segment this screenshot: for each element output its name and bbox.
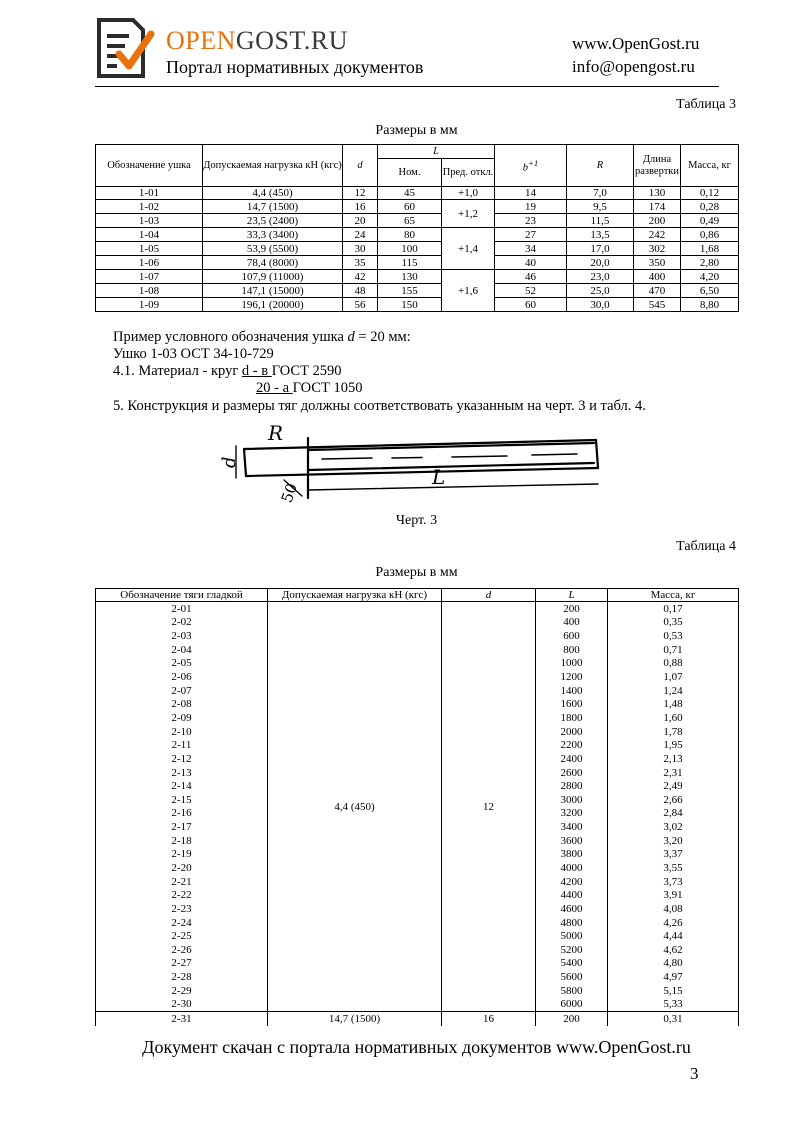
t3-header-mass: Масса, кг xyxy=(681,145,739,187)
t4-cell-L: 1000 xyxy=(536,657,608,671)
t3-header-b xyxy=(495,145,567,187)
t3-cell-load: 196,1 (20000) xyxy=(203,298,343,312)
t3-cell-b: 60 xyxy=(495,298,567,312)
material-prefix: 4.1. Материал - круг xyxy=(113,363,242,379)
table3-label: Таблица 3 xyxy=(676,97,736,112)
t3-cell-d: 20 xyxy=(343,214,378,228)
t3-row xyxy=(96,284,739,298)
t4-cell-L: 1400 xyxy=(536,684,608,698)
t3-cell-mass: 0,86 xyxy=(681,228,739,242)
t3-row xyxy=(96,270,739,284)
t4-cell-mass: 3,91 xyxy=(608,888,739,902)
brand-subtitle: Портал нормативных документов xyxy=(166,57,424,77)
t4-cell-mass: 4,44 xyxy=(608,929,739,943)
rod-bottom-edge xyxy=(246,468,598,476)
t3-cell-R: 11,5 xyxy=(567,214,634,228)
t4-cell-designation: 2-21 xyxy=(96,875,268,889)
t3-row xyxy=(96,228,739,242)
brand-gost: GOST.RU xyxy=(235,26,348,55)
t4-header-d: d xyxy=(442,589,536,602)
t3-cell-nom: 150 xyxy=(378,298,442,312)
figure-caption: Черт. 3 xyxy=(395,513,438,528)
t3-row xyxy=(96,256,739,270)
t3-cell-nom: 130 xyxy=(378,270,442,284)
t4-header-load: Допускаемая нагрузка кН (кгс) xyxy=(268,589,442,602)
t3-cell-tol: +1,0 xyxy=(442,187,495,200)
t3-cell-load: 23,5 (2400) xyxy=(203,214,343,228)
t4-cell-L: 4200 xyxy=(536,875,608,889)
t4-cell-mass: 5,33 xyxy=(608,998,739,1012)
t3-header-d: d xyxy=(343,145,378,187)
t3-cell-mass: 4,20 xyxy=(681,270,739,284)
t4-cell-L: 2400 xyxy=(536,752,608,766)
table3-body xyxy=(96,187,739,312)
page-number: 3 xyxy=(690,1064,699,1083)
t4-cell-L: 4800 xyxy=(536,916,608,930)
t4-cell-L: 3000 xyxy=(536,793,608,807)
t4-cell-designation: 2-11 xyxy=(96,738,268,752)
example-suffix: = 20 мм: xyxy=(354,329,411,345)
table3-caption: Размеры в мм xyxy=(375,123,458,138)
t3-cell-R: 30,0 xyxy=(567,298,634,312)
t3-cell-designation: 1-07 xyxy=(96,270,203,284)
t4-cell-mass: 1,95 xyxy=(608,738,739,752)
t4-cell-designation: 2-30 xyxy=(96,998,268,1012)
t4-cell-designation: 2-04 xyxy=(96,643,268,657)
t4-cell-designation: 2-24 xyxy=(96,916,268,930)
material-rest2: ГОСТ 1050 xyxy=(292,380,363,396)
t4-row xyxy=(96,1012,739,1026)
label-50: 50 xyxy=(277,480,302,505)
t4-cell-L: 200 xyxy=(536,602,608,616)
header-divider xyxy=(95,86,719,87)
t4-cell-L: 800 xyxy=(536,643,608,657)
t3-cell-length: 470 xyxy=(634,284,681,298)
t4-cell-mass: 1,60 xyxy=(608,711,739,725)
material-line-1 xyxy=(113,363,342,380)
t3-cell-d: 12 xyxy=(343,187,378,200)
t4-cell-mass: 2,84 xyxy=(608,807,739,821)
t4-cell-d-group2: 16 xyxy=(442,1012,536,1026)
t3-cell-b: 40 xyxy=(495,256,567,270)
t3-cell-length: 545 xyxy=(634,298,681,312)
t4-cell-mass: 4,62 xyxy=(608,943,739,957)
footer-text: Документ скачан с портала нормативных документов www.OpenGost.ru xyxy=(142,1037,691,1057)
t3-row xyxy=(96,200,739,214)
t3-header-designation: Обозначение ушка xyxy=(96,145,203,187)
t4-cell-designation: 2-26 xyxy=(96,943,268,957)
t3-cell-load: 107,9 (11000) xyxy=(203,270,343,284)
t4-cell-mass: 5,15 xyxy=(608,984,739,998)
t3-cell-nom: 60 xyxy=(378,200,442,214)
t4-cell-mass: 0,17 xyxy=(608,602,739,616)
rod-centerline xyxy=(322,454,577,459)
t4-cell-L: 2800 xyxy=(536,779,608,793)
t4-cell-mass: 3,73 xyxy=(608,875,739,889)
t3-header-load: Допускаемая нагрузка кН (кгс) xyxy=(203,145,343,187)
t4-cell-designation: 2-28 xyxy=(96,970,268,984)
t4-cell-mass: 0,53 xyxy=(608,629,739,643)
t4-cell-L: 5800 xyxy=(536,984,608,998)
t4-cell-L: 3400 xyxy=(536,820,608,834)
t3-cell-tol: +1,2 xyxy=(442,200,495,228)
t3-cell-length: 350 xyxy=(634,256,681,270)
designation-example xyxy=(113,329,411,346)
t3-cell-R: 17,0 xyxy=(567,242,634,256)
t4-cell-mass: 1,24 xyxy=(608,684,739,698)
t4-cell-load-group1: 4,4 (450) xyxy=(268,602,442,1012)
table4-caption: Размеры в мм xyxy=(375,565,458,580)
t4-cell-designation: 2-15 xyxy=(96,793,268,807)
example-prefix: Пример условного обозначения ушка xyxy=(113,329,348,345)
t4-cell-L: 1600 xyxy=(536,697,608,711)
t3-cell-d: 35 xyxy=(343,256,378,270)
t4-cell-L: 5400 xyxy=(536,957,608,971)
t3-cell-d: 48 xyxy=(343,284,378,298)
label-L: L xyxy=(432,465,446,489)
t4-cell-L: 3800 xyxy=(536,848,608,862)
t4-cell-L: 4400 xyxy=(536,888,608,902)
t3-cell-b: 34 xyxy=(495,242,567,256)
item5-text: 5. Конструкция и размеры тяг должны соответствовать указанным на черт. 3 и табл. 4. xyxy=(113,398,646,414)
rod-left-end xyxy=(244,449,246,476)
example-var: d xyxy=(347,329,355,345)
t3-cell-mass: 6,50 xyxy=(681,284,739,298)
t3-cell-designation: 1-05 xyxy=(96,242,203,256)
t4-cell-mass: 4,26 xyxy=(608,916,739,930)
material-u1: d - в xyxy=(241,363,272,379)
t3-cell-length: 200 xyxy=(634,214,681,228)
t4-header-L: L xyxy=(536,589,608,602)
dim-L-line xyxy=(308,484,598,490)
t3-header-b-text: b xyxy=(522,162,528,174)
t4-cell-mass: 0,31 xyxy=(608,1012,739,1026)
t3-cell-designation: 1-04 xyxy=(96,228,203,242)
t3-cell-load: 14,7 (1500) xyxy=(203,200,343,214)
t4-cell-L: 1800 xyxy=(536,711,608,725)
t4-cell-mass: 1,78 xyxy=(608,725,739,739)
t3-cell-designation: 1-03 xyxy=(96,214,203,228)
material-rest1: ГОСТ 2590 xyxy=(271,363,342,379)
t4-cell-designation: 2-31 xyxy=(96,1012,268,1026)
t3-cell-nom: 80 xyxy=(378,228,442,242)
t3-header-tol: Пред. откл. xyxy=(442,159,495,187)
table4-body xyxy=(96,602,739,1026)
t4-header-designation: Обозначение тяги гладкой xyxy=(96,589,268,602)
t4-cell-designation: 2-29 xyxy=(96,984,268,998)
t3-cell-mass: 0,49 xyxy=(681,214,739,228)
t4-header-mass: Масса, кг xyxy=(608,589,739,602)
t3-cell-tol: +1,4 xyxy=(442,228,495,270)
t4-row xyxy=(96,602,739,616)
t4-cell-mass: 2,31 xyxy=(608,766,739,780)
t4-cell-L: 2000 xyxy=(536,725,608,739)
t3-cell-R: 13,5 xyxy=(567,228,634,242)
t3-cell-load: 147,1 (15000) xyxy=(203,284,343,298)
material-u2: 20 - а xyxy=(256,380,293,396)
t3-row xyxy=(96,214,739,228)
t3-cell-R: 9,5 xyxy=(567,200,634,214)
t3-cell-length: 400 xyxy=(634,270,681,284)
t3-cell-length: 130 xyxy=(634,187,681,200)
t3-cell-d: 16 xyxy=(343,200,378,214)
t4-cell-mass: 3,55 xyxy=(608,861,739,875)
t3-cell-b: 19 xyxy=(495,200,567,214)
t4-cell-mass: 2,49 xyxy=(608,779,739,793)
t4-cell-mass: 4,97 xyxy=(608,970,739,984)
t3-cell-nom: 115 xyxy=(378,256,442,270)
t3-cell-load: 53,9 (5500) xyxy=(203,242,343,256)
t3-cell-load: 33,3 (3400) xyxy=(203,228,343,242)
t3-cell-length: 242 xyxy=(634,228,681,242)
t4-cell-L: 5000 xyxy=(536,929,608,943)
t4-cell-designation: 2-27 xyxy=(96,957,268,971)
t4-cell-mass: 0,88 xyxy=(608,657,739,671)
t3-header-nom: Ном. xyxy=(378,159,442,187)
t3-cell-nom: 155 xyxy=(378,284,442,298)
t3-cell-mass: 2,80 xyxy=(681,256,739,270)
t4-cell-L: 6000 xyxy=(536,998,608,1012)
t4-cell-mass: 4,08 xyxy=(608,902,739,916)
t4-cell-designation: 2-03 xyxy=(96,629,268,643)
t4-cell-L: 3600 xyxy=(536,834,608,848)
t4-cell-designation: 2-22 xyxy=(96,888,268,902)
t4-cell-designation: 2-14 xyxy=(96,779,268,793)
t4-cell-mass: 2,66 xyxy=(608,793,739,807)
t4-cell-designation: 2-02 xyxy=(96,616,268,630)
t4-cell-designation: 2-01 xyxy=(96,602,268,616)
t3-header-L: L xyxy=(378,145,495,159)
t4-cell-L: 3200 xyxy=(536,807,608,821)
t4-cell-designation: 2-06 xyxy=(96,670,268,684)
t3-cell-b: 46 xyxy=(495,270,567,284)
t3-cell-d: 56 xyxy=(343,298,378,312)
label-R: R xyxy=(268,421,284,445)
t4-cell-mass: 1,07 xyxy=(608,670,739,684)
t4-cell-designation: 2-23 xyxy=(96,902,268,916)
t4-cell-L: 600 xyxy=(536,629,608,643)
t4-cell-designation: 2-12 xyxy=(96,752,268,766)
example-code: Ушко 1-03 ОСТ 34-10-729 xyxy=(113,346,274,362)
t3-cell-R: 7,0 xyxy=(567,187,634,200)
t3-header-b-sup: +1 xyxy=(527,157,539,168)
t4-cell-mass: 4,80 xyxy=(608,957,739,971)
table4-label: Таблица 4 xyxy=(676,539,736,554)
t3-cell-length: 174 xyxy=(634,200,681,214)
t4-cell-L: 2200 xyxy=(536,738,608,752)
t4-cell-mass: 3,20 xyxy=(608,834,739,848)
t3-header-R: R xyxy=(567,145,634,187)
t3-row xyxy=(96,187,739,200)
document-check-icon xyxy=(95,18,153,78)
t4-cell-designation: 2-07 xyxy=(96,684,268,698)
t3-cell-designation: 1-08 xyxy=(96,284,203,298)
t4-cell-L: 5600 xyxy=(536,970,608,984)
t4-cell-designation: 2-09 xyxy=(96,711,268,725)
rod-drawing xyxy=(219,418,604,506)
t4-cell-L: 4000 xyxy=(536,861,608,875)
t4-cell-designation: 2-10 xyxy=(96,725,268,739)
t3-cell-b: 27 xyxy=(495,228,567,242)
t4-cell-designation: 2-18 xyxy=(96,834,268,848)
t4-cell-load-group2: 14,7 (1500) xyxy=(268,1012,442,1026)
t3-cell-designation: 1-01 xyxy=(96,187,203,200)
t4-cell-designation: 2-20 xyxy=(96,861,268,875)
t4-cell-mass: 3,02 xyxy=(608,820,739,834)
t4-cell-mass: 0,71 xyxy=(608,643,739,657)
t3-cell-length: 302 xyxy=(634,242,681,256)
material-line-2 xyxy=(256,380,362,397)
t4-cell-designation: 2-08 xyxy=(96,697,268,711)
rod-right-end xyxy=(596,440,598,468)
t3-cell-mass: 0,12 xyxy=(681,187,739,200)
t4-cell-mass: 0,35 xyxy=(608,616,739,630)
email-link[interactable]: info@opengost.ru xyxy=(572,57,695,76)
t3-cell-R: 23,0 xyxy=(567,270,634,284)
t3-cell-designation: 1-06 xyxy=(96,256,203,270)
t3-header-length: Длина развертки xyxy=(634,145,681,187)
t3-cell-designation: 1-09 xyxy=(96,298,203,312)
t4-cell-mass: 1,48 xyxy=(608,697,739,711)
t3-cell-R: 20,0 xyxy=(567,256,634,270)
t4-cell-L: 4600 xyxy=(536,902,608,916)
t4-cell-designation: 2-16 xyxy=(96,807,268,821)
t4-cell-L: 200 xyxy=(536,1012,608,1026)
t3-cell-nom: 65 xyxy=(378,214,442,228)
t3-row xyxy=(96,298,739,312)
t4-cell-d-group1: 12 xyxy=(442,602,536,1012)
t4-cell-L: 5200 xyxy=(536,943,608,957)
t3-cell-nom: 100 xyxy=(378,242,442,256)
t3-cell-d: 30 xyxy=(343,242,378,256)
table3 xyxy=(95,144,739,312)
t3-cell-designation: 1-02 xyxy=(96,200,203,214)
t4-cell-designation: 2-25 xyxy=(96,929,268,943)
t4-cell-L: 400 xyxy=(536,616,608,630)
t3-row xyxy=(96,242,739,256)
t3-cell-tol: +1,6 xyxy=(442,270,495,312)
brand-name xyxy=(166,26,348,56)
table4 xyxy=(95,588,739,1026)
t4-cell-designation: 2-17 xyxy=(96,820,268,834)
t3-cell-b: 14 xyxy=(495,187,567,200)
t3-cell-b: 52 xyxy=(495,284,567,298)
site-link[interactable]: www.OpenGost.ru xyxy=(572,34,700,53)
t4-cell-mass: 3,37 xyxy=(608,848,739,862)
t3-cell-mass: 8,80 xyxy=(681,298,739,312)
t4-cell-L: 2600 xyxy=(536,766,608,780)
t4-cell-designation: 2-05 xyxy=(96,657,268,671)
t3-cell-d: 42 xyxy=(343,270,378,284)
t4-cell-designation: 2-13 xyxy=(96,766,268,780)
label-d: d xyxy=(219,456,240,468)
t3-cell-mass: 1,68 xyxy=(681,242,739,256)
brand-open: OPEN xyxy=(166,26,236,55)
t3-cell-load: 4,4 (450) xyxy=(203,187,343,200)
t3-cell-mass: 0,28 xyxy=(681,200,739,214)
t3-cell-d: 24 xyxy=(343,228,378,242)
t3-cell-R: 25,0 xyxy=(567,284,634,298)
t3-cell-nom: 45 xyxy=(378,187,442,200)
t4-cell-mass: 2,13 xyxy=(608,752,739,766)
t3-cell-b: 23 xyxy=(495,214,567,228)
t3-cell-load: 78,4 (8000) xyxy=(203,256,343,270)
t4-cell-L: 1200 xyxy=(536,670,608,684)
t4-cell-designation: 2-19 xyxy=(96,848,268,862)
